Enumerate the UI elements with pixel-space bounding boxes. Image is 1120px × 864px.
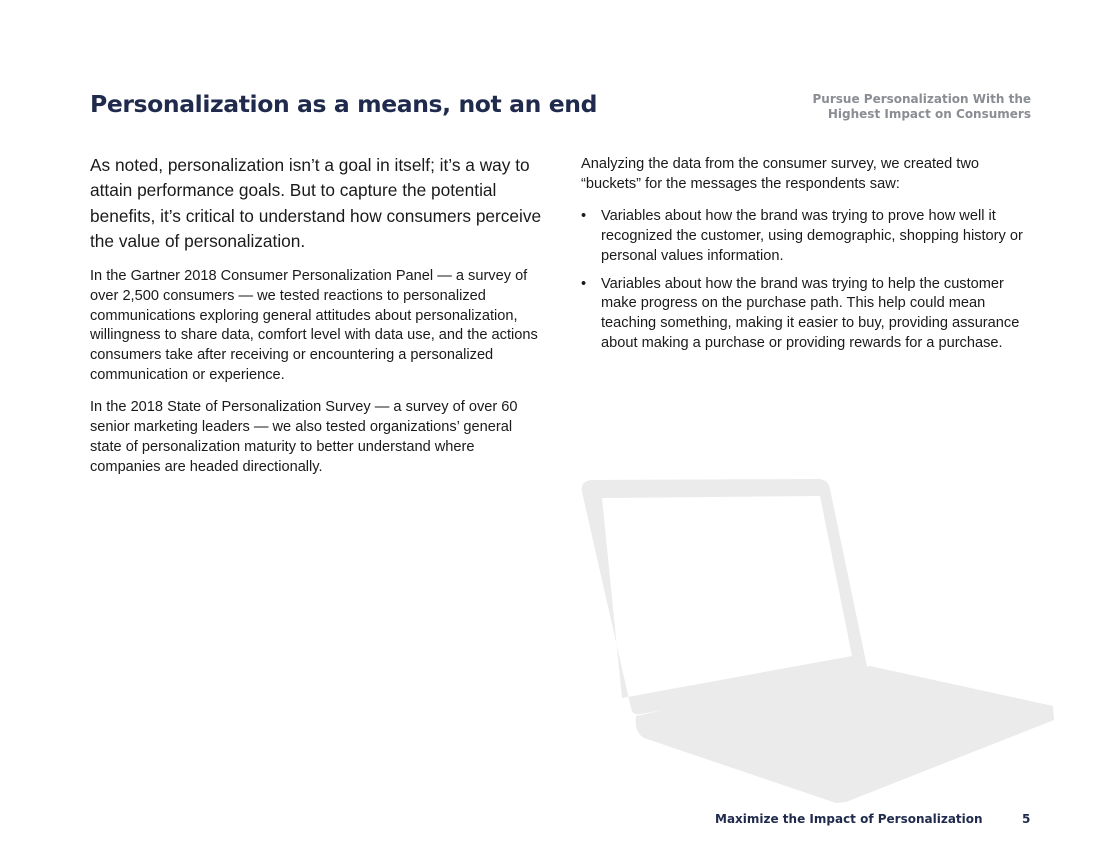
list-item-text: Variables about how the brand was trying to prove how well it recognized the customer, using demographic, shopping history or personal values information.	[601, 208, 1023, 264]
footer-title: Maximize the Impact of Personalization	[715, 812, 983, 826]
list-item	[581, 207, 1036, 266]
buckets-intro-paragraph: Analyzing the data from the consumer survey, we created two “buckets” for the messages the respondents saw:	[581, 156, 980, 192]
buckets-list	[581, 207, 1036, 353]
state-survey-paragraph: In the 2018 State of Personalization Survey — a survey of over 60 senior marketing leaders — we also tested organizations’ general state of personalization maturity to better understand where companies are headed directionally.	[90, 399, 518, 475]
bullet-icon: •	[581, 208, 587, 225]
running-header-line-1: Pursue Personalization With the	[812, 92, 1031, 106]
consumer-panel-paragraph: In the Gartner 2018 Consumer Personalization Panel — a survey of over 2,500 consumers — we tested reactions to personalized communications exploring general attitudes about personalization, willingness to share data, comfort level with data use, and the actions consumers take after receiving or encountering a personalized communication or experience.	[90, 268, 538, 383]
bullet-icon: •	[581, 275, 587, 292]
left-column	[90, 153, 545, 490]
lead-paragraph: As noted, personalization isn’t a goal in itself; it’s a way to attain performance goals. But to capture the potential benefits, it’s critical to understand how consumers perceive the value of personalization.	[90, 155, 542, 251]
running-header-line-2: Highest Impact on Consumers	[827, 107, 1031, 121]
page-title: Personalization as a means, not an end	[90, 90, 597, 118]
right-column	[581, 155, 1036, 361]
laptop-icon	[578, 476, 1058, 806]
running-header	[771, 92, 1031, 122]
list-item	[581, 275, 1036, 354]
page-number: 5	[1022, 812, 1031, 826]
list-item-text: Variables about how the brand was trying to help the customer make progress on the purchase path. This help could mean teaching something, making it easier to buy, providing assurance about making a purchase or providing rewards for a purchase.	[601, 275, 1020, 351]
